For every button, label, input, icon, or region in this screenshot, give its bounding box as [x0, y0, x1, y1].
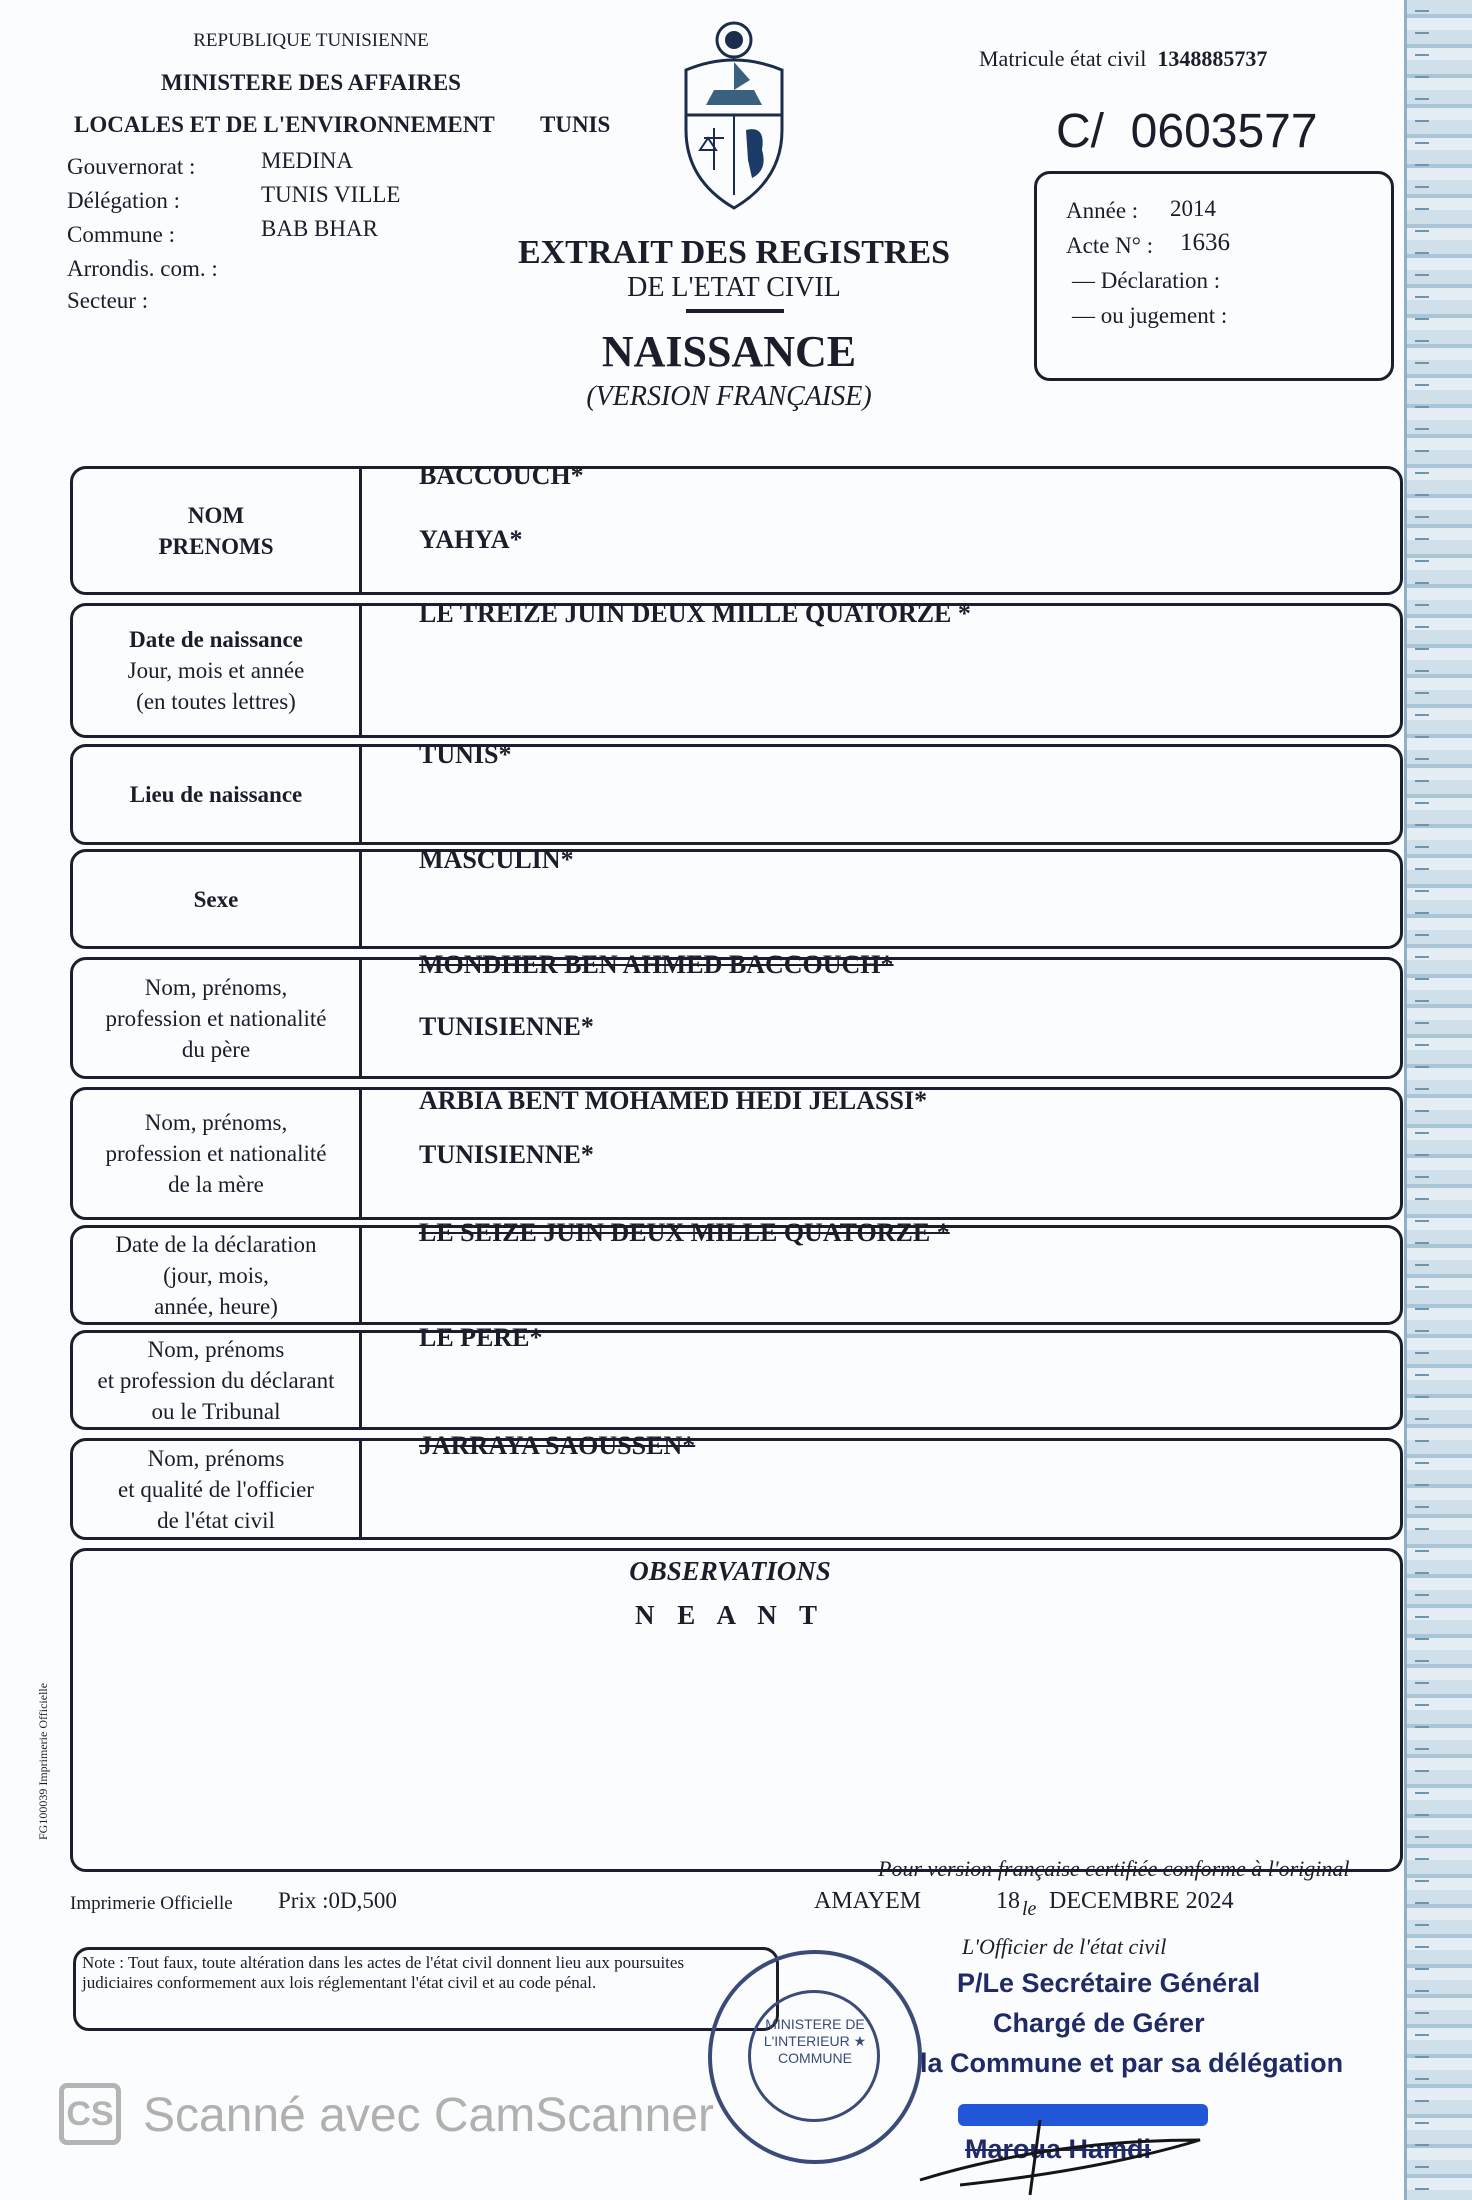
row-label-line: Nom, prénoms — [147, 1445, 285, 1471]
serial-number: C/ 0603577 — [1056, 105, 1318, 158]
row-label-line: Nom, prénoms, — [144, 974, 288, 1000]
row-label-line: Date de la déclaration — [115, 1231, 317, 1257]
admin-value: BAB BHAR — [261, 216, 378, 241]
title-divider — [686, 309, 784, 313]
official-stamp — [708, 1950, 922, 2164]
certified-text: Pour version française certifiée conforme à l'original — [878, 1856, 1350, 1881]
observations-title: OBSERVATIONS — [629, 1556, 831, 1586]
admin-value: TUNIS VILLE — [261, 182, 401, 207]
legal-note: Note : Tout faux, toute altération dans les actes de l'état civil donnent lieu aux poursuites judiciaires conformement aux lois réglementant l'état civil et au code pénal. — [82, 1953, 685, 1992]
admin-label: Secteur : — [67, 288, 149, 313]
row-label-line: ou le Tribunal — [151, 1398, 281, 1424]
row-label-line: et qualité de l'officier — [118, 1476, 314, 1502]
row-label — [73, 1090, 362, 1217]
row-label-line: et profession du déclarant — [97, 1367, 335, 1393]
row-value: BACCOUCH* — [419, 461, 584, 490]
row-value: LE PERE* — [419, 1323, 543, 1352]
row-label-line: NOM — [187, 502, 245, 528]
row-label-line: de la mère — [168, 1172, 264, 1197]
row-label-line: Date de naissance — [129, 627, 303, 652]
row-label — [73, 1228, 362, 1322]
row-label — [73, 1441, 362, 1537]
row-label — [73, 960, 362, 1076]
signature-role: Chargé de Gérer — [993, 2008, 1205, 2038]
declaration-label: — Déclaration : — [1072, 268, 1221, 293]
row-label-line: Jour, mois et année — [127, 658, 305, 683]
admin-label: Arrondis. com. : — [67, 256, 218, 281]
annee-label: Année : — [1066, 198, 1139, 223]
row-label — [73, 747, 362, 842]
row-value: TUNIS* — [419, 740, 512, 769]
observations-box — [70, 1548, 1403, 1872]
row-name — [70, 461, 1403, 595]
overprint-tunis: TUNIS — [540, 112, 611, 137]
row-value: LE SEIZE JUIN DEUX MILLE QUATORZE * — [419, 1218, 950, 1247]
admin-label: Commune : — [67, 222, 175, 247]
title-extrait: EXTRAIT DES REGISTRES — [517, 234, 951, 271]
row-value: YAHYA* — [419, 525, 523, 554]
row-value: MONDHER BEN AHMED BACCOUCH* — [419, 950, 894, 979]
row-declaration-date — [70, 1218, 1403, 1325]
row-declarant — [70, 1323, 1403, 1430]
row-label-line: Nom, prénoms, — [144, 1110, 288, 1135]
row-label-line: Lieu de naissance — [129, 782, 303, 807]
row-value: ARBIA BENT MOHAMED HEDI JELASSI* — [419, 1086, 928, 1115]
admin-label: Délégation : — [67, 188, 181, 213]
row-label-line: Sexe — [193, 886, 239, 912]
acte-value: 1636 — [1180, 229, 1230, 256]
signature-delegation: la Commune et par sa délégation — [920, 2048, 1344, 2078]
row-value: TUNISIENNE* — [419, 1012, 594, 1041]
row-label-line: année, heure) — [154, 1293, 278, 1319]
row-label — [73, 852, 362, 946]
tunisia-emblem-icon — [676, 20, 792, 212]
issue-day: 18 — [996, 1888, 1020, 1914]
jugement-label: — ou jugement : — [1072, 303, 1228, 328]
stamp-text: MINISTERE DE L'INTERIEUR ★ COMMUNE — [763, 2016, 867, 2066]
admin-value: MEDINA — [261, 148, 353, 173]
row-birth-date — [70, 599, 1403, 738]
title-naissance: NAISSANCE — [601, 327, 857, 376]
row-label-line: PRENOMS — [158, 533, 274, 559]
side-printer-code: FG100039 Imprimerie Officielle — [36, 1682, 50, 1840]
admin-label: Gouvernorat : — [67, 154, 196, 179]
signature-title: P/Le Secrétaire Général — [957, 1968, 1261, 1998]
acte-label: Acte N° : — [1066, 233, 1154, 258]
row-label-line: profession et nationalité — [105, 1141, 327, 1166]
row-label-line: profession et nationalité — [105, 1005, 327, 1031]
row-label — [73, 1333, 362, 1427]
row-value: JARRAYA SAOUSSEN* — [419, 1431, 696, 1460]
ministry-line2: LOCALES ET DE L'ENVIRONNEMENT — [74, 112, 495, 137]
title-version: (VERSION FRANÇAISE) — [586, 381, 872, 412]
row-label-line: Nom, prénoms — [147, 1336, 285, 1362]
row-label-line: de l'état civil — [157, 1507, 275, 1533]
row-value: LE TREIZE JUIN DEUX MILLE QUATORZE * — [419, 599, 971, 628]
signature-name: Maroua Hamdi — [965, 2134, 1152, 2164]
row-officer — [70, 1431, 1403, 1540]
camscanner-watermark: Scanné avec CamScanner — [143, 2089, 714, 2142]
issue-place: AMAYEM — [814, 1888, 922, 1914]
ministry-line1: MINISTERE DES AFFAIRES — [161, 70, 461, 95]
issue-le: le — [1022, 1898, 1037, 1920]
matricule-value: 1348885737 — [1157, 46, 1268, 71]
security-border — [1404, 0, 1472, 2200]
republic-label: REPUBLIQUE TUNISIENNE — [193, 30, 429, 51]
printer-label: Imprimerie Officielle — [70, 1893, 233, 1914]
row-value: TUNISIENNE* — [419, 1140, 594, 1169]
issue-month-year: DECEMBRE 2024 — [1049, 1888, 1234, 1914]
row-value: MASCULIN* — [419, 845, 574, 874]
matricule-label: Matricule état civil 1348885737 — [979, 46, 1268, 71]
row-label-line: (en toutes lettres) — [136, 689, 296, 714]
row-mother — [70, 1087, 1403, 1220]
handwritten-signature-icon — [900, 2100, 1220, 2200]
row-label — [73, 469, 362, 592]
officer-printed-label: L'Officier de l'état civil — [962, 1934, 1167, 1959]
price: Prix :0D,500 — [278, 1888, 397, 1913]
title-etat-civil: DE L'ETAT CIVIL — [627, 272, 841, 303]
observations-value: N E A N T — [634, 1600, 826, 1630]
camscanner-logo: CS — [59, 2083, 121, 2145]
row-sex — [70, 845, 1403, 949]
row-father — [70, 950, 1403, 1079]
row-label-line: (jour, mois, — [163, 1262, 269, 1288]
row-birth-place — [70, 740, 1403, 845]
row-label — [73, 606, 362, 735]
annee-value: 2014 — [1170, 196, 1216, 221]
row-label-line: du père — [181, 1036, 251, 1062]
